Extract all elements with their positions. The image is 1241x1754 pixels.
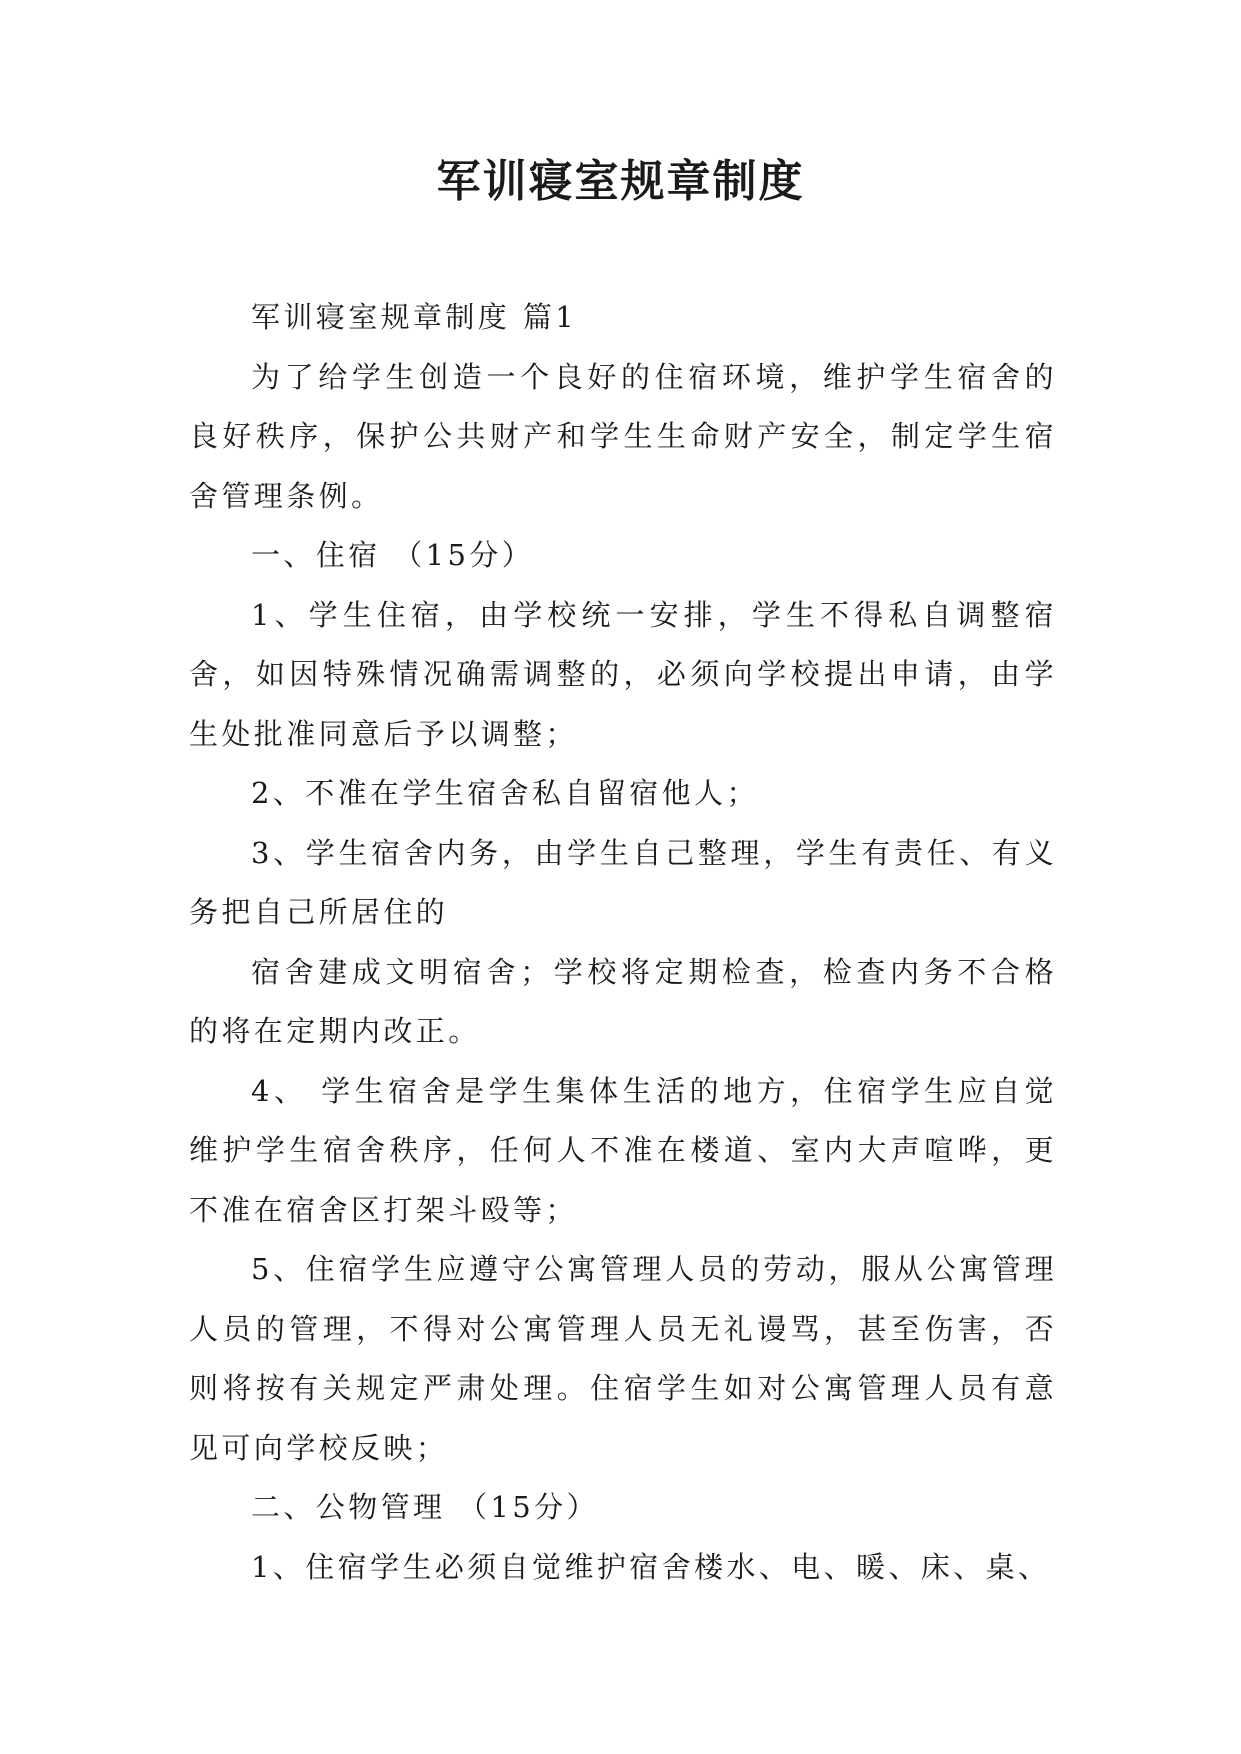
paragraph: 1、学生住宿，由学校统一安排，学生不得私自调整宿舍，如因特殊情况确需调整的，必须向学校提出申请，由学生处批准同意后予以调整； [189,597,1057,751]
paragraph: 为了给学生创造一个良好的住宿环境，维护学生宿舍的良好秩序，保护公共财产和学生生命财产安全，制定学生宿舍管理条例。 [189,359,1057,513]
paragraph: 3、学生宿舍内务，由学生自己整理，学生有责任、有义务把自己所居住的 [189,835,1057,929]
paragraph: 2、不准在学生宿舍私自留宿他人； [251,776,759,810]
paragraph: 5、住宿学生应遵守公寓管理人员的劳动，服从公寓管理人员的管理，不得对公寓管理人员无礼谩骂，甚至伤害，否则将按有关规定严肃处理。住宿学生如对公寓管理人员有意见可向学校反映； [189,1252,1057,1465]
section-heading: 二、公物管理 （15分） [251,1490,599,1524]
section-heading: 军训寝室规章制度 篇1 [251,300,578,334]
paragraph: 4、 学生宿舍是学生集体生活的地方，住宿学生应自觉维护学生宿舍秩序，任何人不准在楼道、室内大声喧哗，更不准在宿舍区打架斗殴等； [189,1073,1057,1227]
document-body [189,288,1057,1597]
paragraph: 宿舍建成文明宿舍；学校将定期检查，检查内务不合格的将在定期内改正。 [189,954,1057,1048]
paragraph: 1、住宿学生必须自觉维护宿舍楼水、电、暖、床、桌、 [251,1549,1051,1584]
section-heading: 一、住宿 （15分） [251,538,535,572]
document-title: 军训寝室规章制度 [436,156,805,207]
